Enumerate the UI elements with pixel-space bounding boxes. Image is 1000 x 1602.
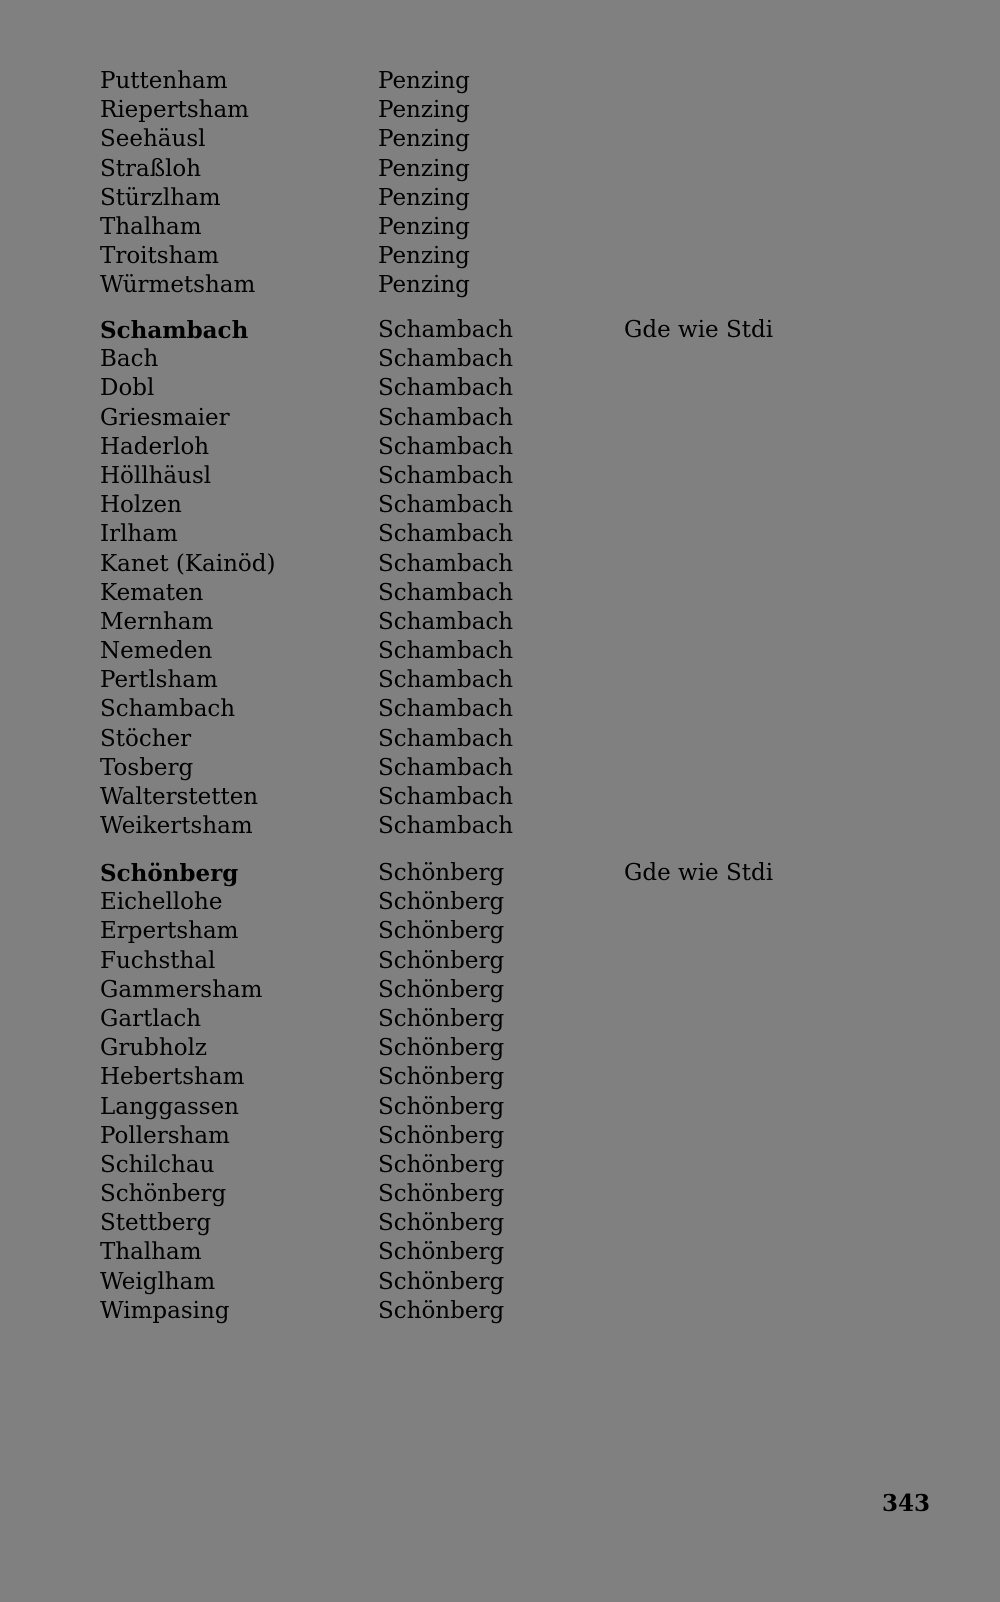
place-name: Langgassen — [100, 1093, 239, 1120]
place-name: Thalham — [100, 1239, 202, 1266]
parish-name: Schambach — [378, 813, 514, 840]
list-row — [100, 812, 900, 841]
parish-name: Schambach — [378, 375, 514, 402]
parish-name: Schönberg — [378, 1210, 505, 1237]
place-name: Pertlsham — [100, 667, 218, 694]
place-name: Dobl — [100, 375, 155, 402]
list-row — [100, 67, 900, 96]
section-heading-row — [100, 859, 900, 888]
place-name: Hebertsham — [100, 1064, 245, 1091]
place-name: Riepertsham — [100, 97, 249, 124]
place-name: Tosberg — [100, 754, 194, 781]
list-row — [100, 155, 900, 184]
place-name: Seehäusl — [100, 126, 206, 153]
place-name: Würmetsham — [100, 272, 256, 299]
place-name: Puttenham — [100, 68, 228, 94]
parish-name: Schambach — [378, 433, 514, 460]
place-name: Höllhäusl — [100, 462, 212, 489]
list-row — [100, 725, 900, 754]
parish-name: Schambach — [378, 550, 514, 577]
parish-name: Penzing — [378, 184, 470, 211]
list-row — [100, 695, 900, 724]
list-row — [100, 404, 900, 433]
parish-name: Schönberg — [378, 1122, 505, 1149]
parish-name: Penzing — [378, 155, 470, 182]
place-name: Walterstetten — [100, 784, 259, 810]
list-row — [100, 213, 900, 242]
parish-name: Schönberg — [378, 889, 505, 916]
list-row — [100, 242, 900, 271]
list-row — [100, 947, 900, 976]
section-schoenberg-list — [100, 859, 900, 1326]
parish-name: Schönberg — [378, 918, 505, 945]
parish-name: Schönberg — [378, 1181, 505, 1208]
place-name: Kematen — [100, 579, 204, 606]
parish-name: Penzing — [378, 68, 470, 94]
place-name: Stürzlham — [100, 184, 221, 211]
place-name: Eichellohe — [100, 889, 223, 916]
list-row — [100, 1238, 900, 1267]
parish-name: Schambach — [378, 696, 514, 723]
section-schambach-list — [100, 316, 900, 841]
place-name: Schönberg — [100, 860, 239, 887]
place-name: Wimpasing — [100, 1297, 230, 1324]
place-name: Troitsham — [100, 243, 219, 270]
parish-name: Schambach — [378, 521, 514, 548]
place-name: Kanet (Kainöd) — [100, 550, 276, 577]
parish-name: Schambach — [378, 462, 514, 489]
place-name: Gammersham — [100, 976, 263, 1003]
place-name: Stettberg — [100, 1210, 212, 1237]
place-name: Nemeden — [100, 638, 213, 665]
place-name: Weikertsham — [100, 813, 253, 840]
page-number: 343 — [881, 1490, 930, 1517]
parish-name: Schambach — [378, 404, 514, 431]
parish-name: Schambach — [378, 667, 514, 694]
list-row — [100, 462, 900, 491]
parish-name: Schönberg — [378, 1151, 505, 1178]
parish-name: Penzing — [378, 272, 470, 299]
parish-name: Schambach — [378, 725, 514, 752]
list-row — [100, 125, 900, 154]
parish-name: Schambach — [378, 784, 514, 810]
list-row — [100, 184, 900, 213]
place-name: Mernham — [100, 608, 214, 635]
parish-name: Penzing — [378, 243, 470, 270]
parish-name: Schambach — [378, 608, 514, 635]
parish-name: Schambach — [378, 579, 514, 606]
list-row — [100, 1093, 900, 1122]
place-name: Pollersham — [100, 1122, 230, 1149]
list-row — [100, 976, 900, 1005]
list-row — [100, 271, 900, 300]
list-row — [100, 754, 900, 783]
note-text: Gde wie Stdi — [624, 317, 774, 343]
list-row — [100, 374, 900, 403]
parish-name: Schönberg — [378, 1239, 505, 1266]
parish-name: Schönberg — [378, 1297, 505, 1324]
list-row — [100, 1034, 900, 1063]
list-row — [100, 1209, 900, 1238]
place-name: Gartlach — [100, 1005, 202, 1032]
place-name: Irlham — [100, 521, 178, 548]
place-name: Grubholz — [100, 1035, 208, 1062]
list-row — [100, 666, 900, 695]
list-row — [100, 637, 900, 666]
list-row — [100, 917, 900, 946]
parish-name: Penzing — [378, 126, 470, 153]
place-name: Thalham — [100, 213, 202, 240]
place-name: Fuchsthal — [100, 947, 216, 974]
list-row — [100, 345, 900, 374]
list-row — [100, 1063, 900, 1092]
list-row — [100, 608, 900, 637]
place-name: Schönberg — [100, 1181, 227, 1208]
list-row — [100, 520, 900, 549]
place-name: Haderloh — [100, 433, 210, 460]
list-row — [100, 433, 900, 462]
parish-name: Penzing — [378, 97, 470, 124]
parish-name: Schönberg — [378, 1005, 505, 1032]
section-heading-row — [100, 316, 900, 345]
place-name: Bach — [100, 346, 159, 373]
list-row — [100, 1005, 900, 1034]
parish-name: Schönberg — [378, 860, 505, 886]
list-row — [100, 491, 900, 520]
parish-name: Schönberg — [378, 1035, 505, 1062]
place-name: Schilchau — [100, 1151, 215, 1178]
parish-name: Schönberg — [378, 947, 505, 974]
list-row — [100, 579, 900, 608]
parish-name: Schambach — [378, 638, 514, 665]
list-row — [100, 1180, 900, 1209]
place-name: Schambach — [100, 696, 236, 723]
parish-name: Penzing — [378, 213, 470, 240]
note-text: Gde wie Stdi — [624, 860, 774, 886]
place-name: Stöcher — [100, 725, 192, 752]
list-row — [100, 888, 900, 917]
place-name: Weiglham — [100, 1268, 216, 1295]
list-row — [100, 96, 900, 125]
list-row — [100, 1297, 900, 1326]
parish-name: Schambach — [378, 346, 514, 373]
list-row — [100, 550, 900, 579]
place-name: Holzen — [100, 492, 182, 519]
list-row — [100, 1151, 900, 1180]
list-row — [100, 1122, 900, 1151]
section-penzing-list — [100, 67, 900, 301]
parish-name: Schambach — [378, 754, 514, 781]
parish-name: Schönberg — [378, 976, 505, 1003]
parish-name: Schambach — [378, 492, 514, 519]
place-name: Straßloh — [100, 155, 202, 182]
parish-name: Schönberg — [378, 1064, 505, 1091]
list-row — [100, 1268, 900, 1297]
place-name: Griesmaier — [100, 404, 230, 431]
list-row — [100, 783, 900, 812]
place-name: Erpertsham — [100, 918, 239, 945]
place-name: Schambach — [100, 317, 249, 344]
parish-name: Schönberg — [378, 1093, 505, 1120]
parish-name: Schambach — [378, 317, 514, 343]
parish-name: Schönberg — [378, 1268, 505, 1295]
